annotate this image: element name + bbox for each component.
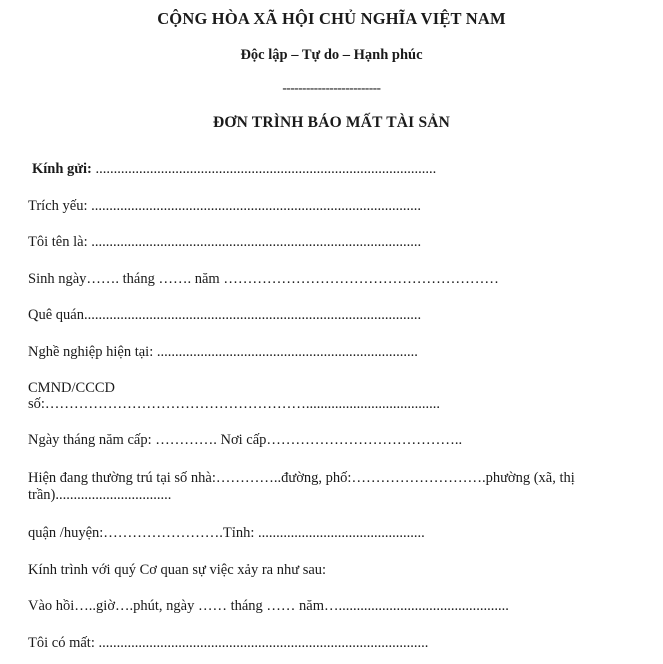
field-id-label: CMND/CCCD — [28, 380, 116, 397]
field-district-province: quận /huyện:…………………….Tỉnh: .............................................. — [28, 525, 425, 542]
document-header — [0, 0, 663, 134]
field-recipient-label: Kính gửi: — [32, 161, 92, 178]
horizontal-separator: ------------------------- — [282, 79, 381, 95]
field-birth-date: Sinh ngày……. tháng ……. năm ………………………………………………… — [28, 270, 499, 287]
field-recipient-dots: .............................................................................................. — [91, 161, 437, 178]
field-residence: Hiện đang thường trú tại số nhà:…………..đường, phố:……………………….phường (xã, thị trần)................................ — [28, 469, 575, 503]
field-incident-time: Vào hồi…..giờ….phút, ngày …… tháng …… năm…............................................... — [28, 598, 509, 615]
field-lost-items: Tôi có mất: ........................................................................................... — [28, 634, 429, 651]
field-full-name: Tôi tên là: ........................................................................................... — [28, 234, 422, 251]
statement-intro: Kính trình với quý Cơ quan sự việc xảy ra như sau: — [28, 561, 327, 578]
field-hometown: Quê quán............................................................................................. — [28, 307, 422, 324]
field-recipient — [0, 162, 663, 177]
form-body — [0, 134, 663, 650]
field-subject: Trích yếu: ........................................................................................... — [28, 197, 421, 214]
national-title: CỘNG HÒA XÃ HỘI CHỦ NGHĨA VIỆT NAM — [157, 9, 506, 28]
field-issue-date-place: Ngày tháng năm cấp: …………. Nơi cấp………………………………….. — [28, 432, 463, 449]
field-occupation: Nghề nghiệp hiện tại: ........................................................................ — [28, 343, 418, 360]
field-id-number: số:………………………………………………..................................... — [28, 395, 441, 412]
form-title: ĐƠN TRÌNH BÁO MẤT TÀI SẢN — [212, 114, 451, 132]
national-motto: Độc lập – Tự do – Hạnh phúc — [240, 47, 423, 64]
